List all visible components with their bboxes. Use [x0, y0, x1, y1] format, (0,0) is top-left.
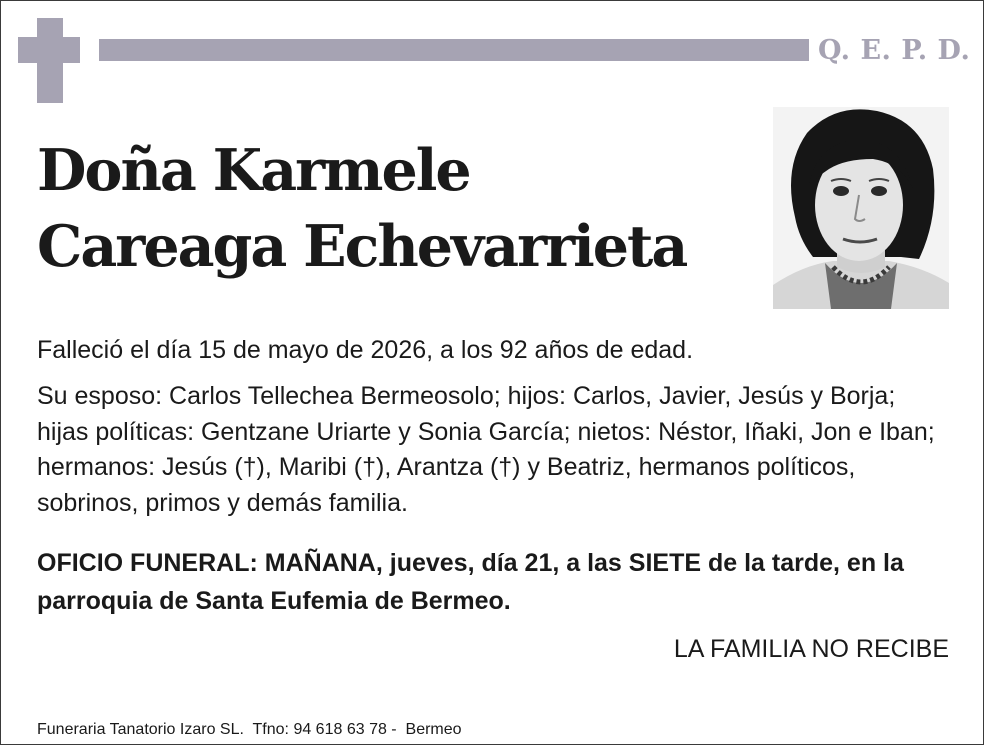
funeral-home-footer: Funeraria Tanatorio Izaro SL. Tfno: 94 618 63 78 - Bermeo [37, 721, 462, 738]
qepd-label: Q. E. P. D. [818, 35, 971, 66]
cross-icon-arm [18, 37, 80, 63]
deceased-name-line1: Doña Karmele [37, 137, 470, 204]
no-reception-notice: LA FAMILIA NO RECIBE [673, 635, 949, 663]
death-announcement: Falleció el día 15 de mayo de 2026, a los 92 años de edad. [37, 336, 694, 364]
family-list: Su esposo: Carlos Tellechea Bermeosolo; hijos: Carlos, Javier, Jesús y Borja; hijas políticas: Gentzane Uriarte y Sonia García; nietos: Néstor, Iñaki, Jon e Iban; hermanos: Jesús (†), Maribi (†), Arantza (†) y Beatriz, hermanos políticos, sobrinos, primos y demás familia. [37, 382, 935, 517]
deceased-name [37, 133, 686, 285]
header-bar [99, 39, 809, 61]
deceased-photo [773, 107, 949, 309]
funeral-details: OFICIO FUNERAL: MAÑANA, jueves, día 21, a las SIETE de la tarde, en la parroquia de Santa Eufemia de Bermeo. [37, 549, 904, 615]
deceased-name-line2: Careaga Echevarrieta [37, 213, 687, 280]
